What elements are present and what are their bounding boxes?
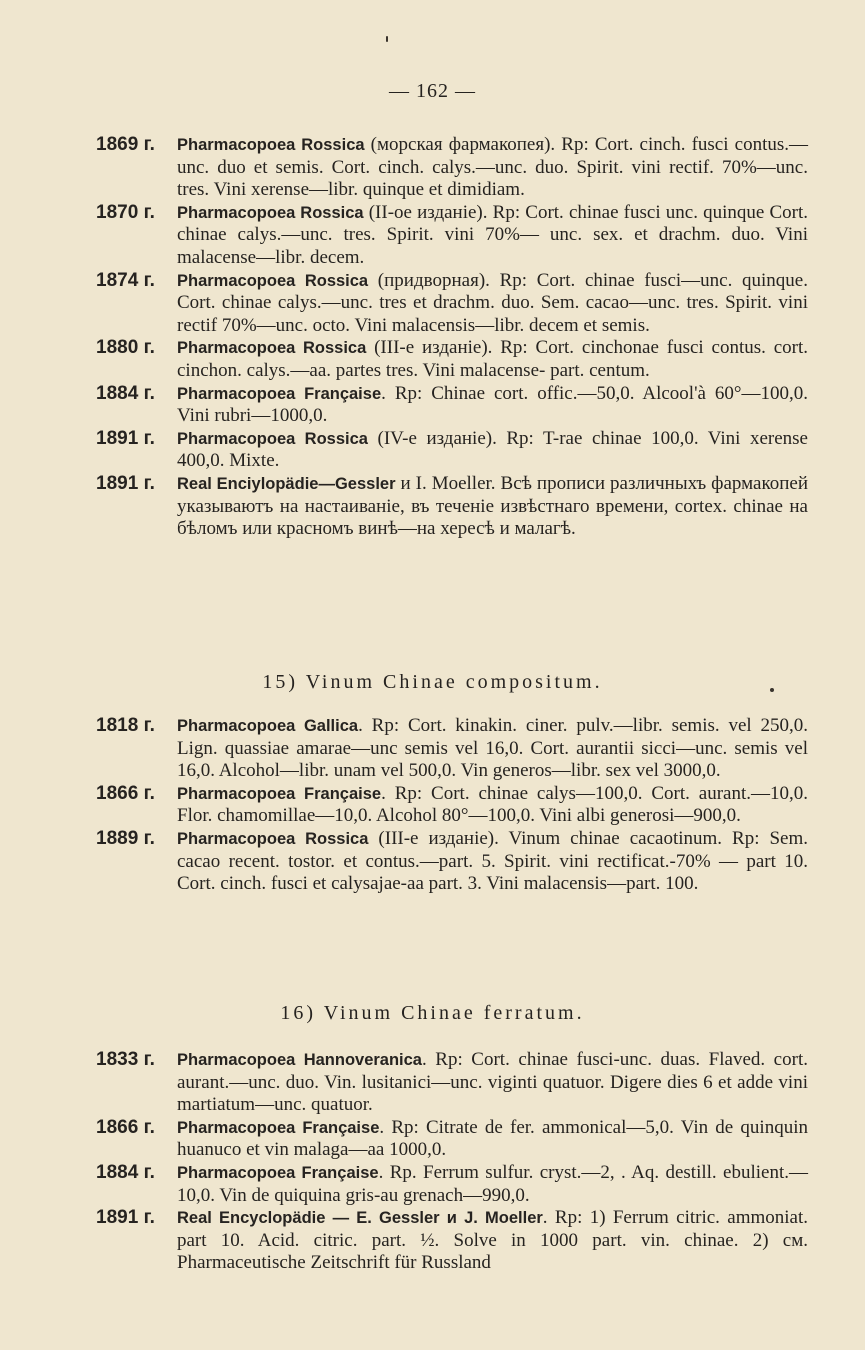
section-1-entries bbox=[96, 134, 808, 541]
entry-year: 1818 г. bbox=[96, 715, 155, 736]
entry bbox=[96, 337, 808, 382]
entry-text: (III-e изданіе). Vinum chinae cacaotinum. Rp: Sem. cacao recent. tostor. et contus.—part. 5. Spirit. vini rectificat.-70% — part 10. Cort. cinch. fusci et calysajae-aa part. 3. Vini malacensis—part. 100. bbox=[177, 827, 808, 895]
section-heading: 15) Vinum Chinae compositum. bbox=[262, 671, 603, 693]
entry-source: Pharmacopoea Rossica bbox=[177, 339, 367, 358]
entry-source: Pharmacopoea Gallica bbox=[177, 717, 359, 735]
entry bbox=[96, 715, 808, 783]
entry-source: Pharmacopoea Hannoveranica bbox=[177, 1051, 422, 1069]
entry-year: 1874 г. bbox=[96, 269, 155, 291]
entry-year: 1866 г. bbox=[96, 1116, 155, 1138]
entry bbox=[96, 270, 808, 338]
entry-text: (морская фармакопея). Rp: Cort. cinch. fusci contus.—unc. duo et semis. Cort. cinch. calys.—unc. duo. Spirit. vini rectif. 70%—unc. tres. Vini xerense—libr. quinque et dimidiam. bbox=[177, 134, 808, 201]
entry-source: Pharmacopoea Rossica bbox=[177, 829, 369, 848]
entry-source: Pharmacopoea Française bbox=[177, 1163, 379, 1182]
entry-year: 1833 г. bbox=[96, 1049, 155, 1070]
entry-text: (III-e изданіе). Rp: Cort. cinchonae fusci contus. cort. cinchon. calys.—aa. partes tres. Vini malacense- part. centum. bbox=[177, 337, 808, 381]
entry-text: . Rp: Citrate de fer. ammonical—5,0. Vin de quinquin huanuco et vin malaga—aa 1000,0. bbox=[177, 1116, 808, 1161]
entry-year: 1869 г. bbox=[96, 134, 155, 155]
entry-year: 1870 г. bbox=[96, 201, 155, 223]
entry-source: Pharmacopoea Rossica bbox=[177, 136, 365, 154]
entry-year: 1884 г. bbox=[96, 1161, 155, 1183]
entry bbox=[96, 428, 808, 473]
entry-source: Pharmacopoea Rossica bbox=[177, 271, 369, 290]
entry-year: 1889 г. bbox=[96, 827, 155, 849]
entry-source: Real Encyclopädie — E. Gessler и J. Moeller bbox=[177, 1209, 543, 1228]
entry bbox=[96, 828, 808, 896]
paper-speck bbox=[770, 688, 774, 692]
entry bbox=[96, 202, 808, 270]
entry-text: (IV-e изданіе). Rp: T-rae chinae 100,0. Vini xerense 400,0. Mixte. bbox=[177, 427, 808, 472]
entry-source: Pharmacopoea Française bbox=[177, 384, 382, 403]
entry-source: Pharmacopoea Française bbox=[177, 1118, 380, 1137]
entry bbox=[96, 783, 808, 828]
entry-text: . Rp: Cort. kinakin. ciner. pulv.—libr. semis. vel 250,0. Lign. quassiae amarae—unc semis vel 16,0. Cort. aurantii sicci—unc. semis vel 16,0. Alcohol—libr. unam vel 500,0. Vin generos—libr. sex vel 3000,0. bbox=[177, 715, 808, 782]
entry-text: . Rp: Cort. chinae calys—100,0. Cort. aurant.—10,0. Flor. chamomillae—10,0. Alcohol 80°—100,0. Vini albi generosi—900,0. bbox=[177, 782, 808, 827]
entry-text: . Rp. Ferrum sulfur. cryst.—2, . Aq. destill. ebulient.—10,0. Vin de quiquina gris-au grenach—990,0. bbox=[177, 1161, 808, 1206]
entry bbox=[96, 1049, 808, 1117]
section-2-entries bbox=[96, 715, 808, 896]
page-number: — 162 — bbox=[389, 80, 476, 102]
entry-source: Pharmacopoea Rossica bbox=[177, 203, 364, 222]
entry-text: и I. Moeller. Всѣ прописи различныхъ фармакопей указываютъ на настаиваніе, въ теченіе извѣстнаго времени, cortex. chinae на бѣломъ или красномъ винѣ—на хересѣ и малагѣ. bbox=[177, 472, 808, 540]
entry bbox=[96, 383, 808, 428]
entry-year: 1891 г. bbox=[96, 472, 155, 494]
entry-text: (II-oe изданіе). Rp: Cort. chinae fusci unc. quinque Cort. chinae calys.—unc. tres. Spirit. vini 70%— unc. sex. et drachm. duo. Vini malacense—libr. decem. bbox=[177, 201, 809, 268]
entry-year: 1866 г. bbox=[96, 782, 155, 804]
entry-text: . Rp: Cort. chinae fusci-unc. duas. Flaved. cort. aurant.—unc. duo. Vin. lusitanici—unc. viginti quatuor. Digere dies 6 et adde vini martiatum—unc. quatuor. bbox=[177, 1049, 808, 1116]
entry-year: 1884 г. bbox=[96, 382, 155, 404]
entry-source: Pharmacopoea Rossica bbox=[177, 429, 368, 448]
entry bbox=[96, 1117, 808, 1162]
entry-source: Real Enciylopädie—Gessler bbox=[177, 474, 396, 493]
section-3-entries bbox=[96, 1049, 808, 1275]
entry-text: . Rp: 1) Ferrum citric. ammoniat. part 10. Acid. citric. part. ½. Solve in 1000 part. vin. chinae. 2) см. Pharmaceutische Zeitschrift für Russland bbox=[177, 1207, 808, 1274]
entry bbox=[96, 473, 808, 541]
entry bbox=[96, 1162, 808, 1207]
entry-year: 1891 г. bbox=[96, 427, 155, 449]
entry-text: . Rp: Chinae cort. offic.—50,0. Alcool'à 60°—100,0. Vini rubri—1000,0. bbox=[177, 382, 808, 427]
entry bbox=[96, 134, 808, 202]
entry-source: Pharmacopoea Française bbox=[177, 784, 382, 803]
section-heading: 16) Vinum Chinae ferratum. bbox=[280, 1002, 585, 1024]
entry-text: (придворная). Rp: Cort. chinae fusci—unc. quinque. Cort. chinae calys.—unc. tres et drachm. duo. Sem. cacao—unc. tres. Spirit. vini rectif 70%—unc. octo. Vini malacensis—libr. decem et semis. bbox=[177, 269, 808, 336]
paper-speck bbox=[386, 36, 388, 42]
entry bbox=[96, 1207, 808, 1275]
entry-year: 1880 г. bbox=[96, 337, 155, 359]
entry-year: 1891 г. bbox=[96, 1207, 155, 1229]
